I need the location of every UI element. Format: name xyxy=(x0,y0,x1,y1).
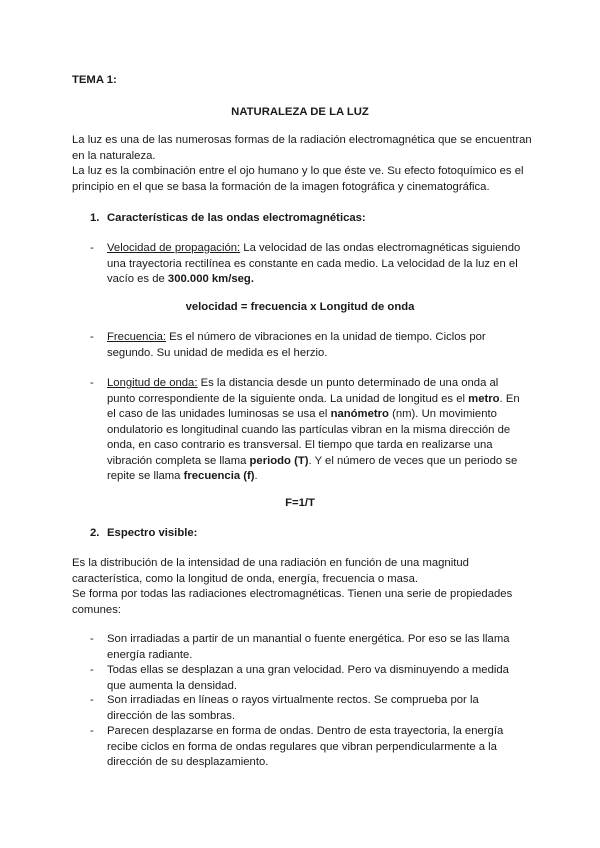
intro-paragraph-1: La luz es una de las numerosas formas de la radiación electromagnética que se encuentran en la naturaleza. xyxy=(72,134,532,162)
term-velocidad: Velocidad de propagación: xyxy=(107,242,241,254)
bullet-dash: - xyxy=(90,377,94,389)
intro-paragraph-2: La luz es la combinación entre el ojo humano y lo que éste ve. Su efecto fotoquímico es el principio en el que se basa la formación de la imagen fotográfica y cinematográfica. xyxy=(72,165,524,193)
bold-term: nanómetro xyxy=(330,408,389,420)
list-item: Son irradiadas a partir de un manantial o fuente energética. Por eso se las llama energía radiante. xyxy=(107,633,510,661)
section-2-paragraph-1: Es la distribución de la intensidad de una radiación en función de una magnitud característica, como la longitud de onda, energía, frecuencia o masa. xyxy=(72,557,469,585)
list-item-frecuencia xyxy=(107,330,527,361)
bullet-dash: - xyxy=(90,694,94,706)
bold-term: metro xyxy=(468,392,500,405)
definition-text: . Y el número de veces que un periodo se repite se llama xyxy=(107,454,518,482)
definition-text: . En el caso de las unidades luminosas se usa el xyxy=(107,392,520,420)
section-2-paragraph-2: Se forma por todas las radiaciones electromagnéticas. Tienen una serie de propiedades comunes: xyxy=(72,588,513,616)
definition-text: (nm). Un movimiento ondulatorio es longitudinal cuando las partículas vibran en la misma dirección de onda, en caso contrario es transversal. El tiempo que tarda en realizarse una vibración completa se llama xyxy=(107,408,511,467)
definition-text: Es la distancia desde un punto determinado de una onda al punto correspondiente de la siguiente onda. La unidad de longitud es el xyxy=(107,377,499,405)
bullet-dash: - xyxy=(90,331,94,343)
formula-frequency: F=1/T xyxy=(285,497,315,509)
bullet-dash: - xyxy=(90,664,94,676)
list-item: Son irradiadas en líneas o rayos virtualmente rectos. Se comprueba por la dirección de las sombras. xyxy=(107,694,479,722)
doc-title: TEMA 1: xyxy=(72,74,117,86)
bullet-dash: - xyxy=(90,633,94,645)
term-frecuencia: Frecuencia: xyxy=(107,331,167,343)
section-1-title: Características de las ondas electromagnéticas: xyxy=(107,212,366,224)
formula-velocity: velocidad = frecuencia x Longitud de onda xyxy=(185,301,415,313)
term-longitud: Longitud de onda: xyxy=(107,377,198,389)
definition-text: . xyxy=(254,470,258,482)
bullet-dash: - xyxy=(90,725,94,737)
definition-text: La velocidad de las ondas electromagnéticas siguiendo una trayectoria rectilínea es constante en cada medio. La velocidad de la luz en el vacío es de xyxy=(107,242,521,285)
section-2-number: 2. xyxy=(90,527,100,539)
bold-term: frecuencia (f) xyxy=(183,470,255,482)
bullet-dash: - xyxy=(90,242,94,254)
list-item-longitud xyxy=(107,376,527,485)
light-speed-value: 300.000 km/seg. xyxy=(167,273,254,285)
list-item: Todas ellas se desplazan a una gran velocidad. Pero va disminuyendo a medida que aumenta la densidad. xyxy=(107,664,509,692)
section-1-number: 1. xyxy=(90,212,100,224)
section-2-title: Espectro visible: xyxy=(107,527,198,539)
bold-term: periodo (T) xyxy=(249,454,309,467)
main-heading: NATURALEZA DE LA LUZ xyxy=(231,106,369,118)
list-item-velocidad xyxy=(107,241,527,288)
list-item: Parecen desplazarse en forma de ondas. Dentro de esta trayectoria, la energía recibe ciclos en forma de ondas regulares que vibran perpendicularmente a la dirección de su desplazamiento. xyxy=(107,725,504,768)
definition-text: Es el número de vibraciones en la unidad de tiempo. Ciclos por segundo. Su unidad de medida es el herzio. xyxy=(107,331,486,359)
